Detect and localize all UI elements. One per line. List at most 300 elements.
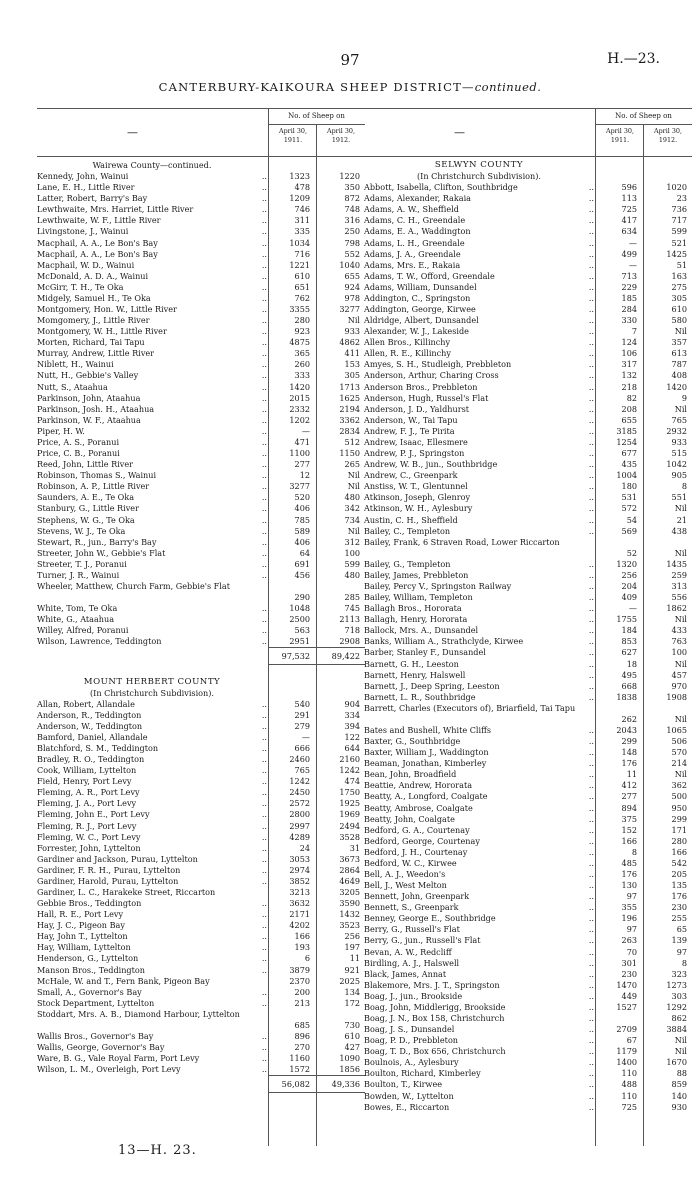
- sheep-1911: 67: [626, 1035, 637, 1046]
- total-1911: 56,082: [281, 1079, 310, 1090]
- sheep-1911: 256: [621, 569, 637, 580]
- table-row: [37, 238, 365, 249]
- sheep-1911: 2974: [289, 864, 310, 875]
- owner-name: Boulton, Richard, Kimberley: [364, 1068, 481, 1079]
- sheep-1911: 1838: [616, 691, 637, 702]
- sheep-1911: 2450: [289, 787, 310, 798]
- year-1912-header: April 30, 1912.: [653, 127, 683, 144]
- leader-dots: ..: [588, 835, 594, 846]
- table-row: [364, 370, 692, 381]
- leader-dots: ..: [588, 315, 594, 326]
- sheep-1912: 2864: [339, 864, 360, 875]
- owner-name: Beatty, Ambrose, Coalgate: [364, 802, 473, 813]
- sheep-1911: 2500: [289, 614, 310, 625]
- owner-name: Bailey, Percy V., Springston Railway: [364, 580, 512, 591]
- leader-dots: ..: [588, 658, 594, 669]
- leader-dots: ..: [261, 842, 267, 853]
- table-header: [37, 108, 365, 157]
- title-main: CANTERBURY-KAIKOURA SHEEP DISTRICT—: [158, 80, 475, 94]
- sheep-1911: 1572: [289, 1064, 310, 1075]
- sheep-1912: 100: [344, 547, 360, 558]
- leader-dots: ..: [261, 304, 267, 315]
- sheep-1912: 122: [344, 731, 360, 742]
- table-row: [364, 481, 692, 492]
- table-row: [37, 470, 365, 481]
- sheep-1911: 132: [621, 370, 637, 381]
- sheep-1911: 1470: [616, 979, 637, 990]
- table-row: [37, 743, 365, 754]
- owner-name: Wheeler, Matthew, Church Farm, Gebbie's Flat: [37, 580, 230, 591]
- sheep-1911: 1420: [289, 381, 310, 392]
- leader-dots: ..: [261, 931, 267, 942]
- sheep-1911: 1202: [289, 414, 310, 425]
- leader-dots: ..: [261, 514, 267, 525]
- sheep-1911: 124: [621, 337, 637, 348]
- leader-dots: ..: [261, 776, 267, 787]
- owner-name: Willey, Alfred, Poranui: [37, 625, 129, 636]
- owner-name: Bedford, George, Courtenay: [364, 835, 480, 846]
- owner-name: Boag, T. D., Box 656, Christchurch: [364, 1046, 506, 1057]
- owner-name: Ballock, Mrs. A., Dunsandel: [364, 625, 479, 636]
- owner-name: Boag, J. S., Dunsandel: [364, 1024, 455, 1035]
- sheep-1912: 305: [671, 292, 687, 303]
- sheep-count-header: No. of Sheep on: [595, 109, 692, 125]
- leader-dots: ..: [261, 614, 267, 625]
- sheep-1912: 256: [344, 931, 360, 942]
- owner-name: White, G., Ataahua: [37, 614, 115, 625]
- table-row: [37, 570, 365, 581]
- leader-dots: ..: [261, 248, 267, 259]
- leader-dots: ..: [588, 1090, 594, 1101]
- leader-dots: ..: [588, 436, 594, 447]
- table-row: [37, 1031, 365, 1042]
- owner-name: Ware, B. G., Vale Royal Farm, Port Levy: [37, 1053, 200, 1064]
- leader-dots: ..: [588, 625, 594, 636]
- owner-name: Wallis Bros., Governor's Bay: [37, 1031, 154, 1042]
- leader-dots: ..: [588, 359, 594, 370]
- sheep-1911: 166: [621, 835, 637, 846]
- leader-dots: ..: [588, 769, 594, 780]
- owner-name: Fleming, R. J., Port Levy: [37, 820, 137, 831]
- leader-dots: ..: [261, 414, 267, 425]
- leader-dots: ..: [588, 846, 594, 857]
- sheep-1912: 2113: [339, 614, 360, 625]
- sheep-1912: Nil: [674, 614, 687, 625]
- sheep-1911: 229: [621, 281, 637, 292]
- leader-dots: ..: [261, 259, 267, 270]
- leader-dots: ..: [588, 259, 594, 270]
- sheep-1911: 218: [621, 381, 637, 392]
- owner-name: Turner, J. R., Wainui: [37, 569, 120, 580]
- owner-name: Anderson, W., Tai Tapu: [364, 414, 458, 425]
- owner-name: Beatty, John, Coalgate: [364, 813, 455, 824]
- right-table: [364, 108, 692, 1146]
- sheep-1911: 355: [621, 902, 637, 913]
- owner-name: Fleming, A. R., Port Levy: [37, 787, 140, 798]
- sheep-1912: 798: [344, 237, 360, 248]
- sheep-1912: 859: [671, 1079, 687, 1090]
- table-row: [37, 559, 365, 570]
- table-row: [364, 304, 692, 315]
- owner-name: Beaman, Jonathan, Kimberley: [364, 758, 487, 769]
- sheep-1912: 763: [671, 636, 687, 647]
- table-row: [364, 736, 692, 747]
- sheep-1912: 100: [671, 647, 687, 658]
- sheep-1911: 485: [621, 857, 637, 868]
- leader-dots: ..: [588, 824, 594, 835]
- sheep-1911: 853: [621, 636, 637, 647]
- table-row: [364, 880, 692, 891]
- sheep-1912: 1040: [339, 259, 360, 270]
- owner-name: Macphail, A. A., Le Bon's Bay: [37, 237, 158, 248]
- table-row: [37, 271, 365, 282]
- table-row: [364, 437, 692, 448]
- sheep-1911: 2332: [289, 403, 310, 414]
- table-row: [37, 359, 365, 370]
- leader-dots: ..: [261, 470, 267, 481]
- table-row: [364, 293, 692, 304]
- sheep-1911: 1221: [289, 259, 310, 270]
- owner-name: Addington, George, Kirwee: [364, 304, 476, 315]
- leader-dots: ..: [588, 758, 594, 769]
- leader-dots: ..: [588, 503, 594, 514]
- sheep-1911: 725: [621, 204, 637, 215]
- leader-dots: ..: [588, 348, 594, 359]
- leader-dots: ..: [261, 997, 267, 1008]
- sheep-1911: 2015: [289, 392, 310, 403]
- sheep-1912: 438: [671, 525, 687, 536]
- leader-dots: ..: [588, 525, 594, 536]
- table-row: [37, 699, 365, 710]
- owner-name: Stoddart, Mrs. A. B., Diamond Harbour, Lyttelton: [37, 1008, 240, 1019]
- sheep-1911: 2709: [616, 1024, 637, 1035]
- owner-name: Blakemore, Mrs. J. T., Springston: [364, 979, 500, 990]
- sheep-1911: 333: [294, 370, 310, 381]
- owner-name: Small, A., Governor's Bay: [37, 986, 142, 997]
- sheep-1911: 110: [621, 1090, 637, 1101]
- table-row: [364, 282, 692, 293]
- sheep-1912: 316: [344, 215, 360, 226]
- page-footer: 13—H. 23.: [118, 1143, 197, 1158]
- table-row: [364, 393, 692, 404]
- leader-dots: ..: [261, 798, 267, 809]
- owner-name: Boag, J. N., Box 158, Christchurch: [364, 1013, 505, 1024]
- owner-name: Lewthwaite, Mrs. Harriet, Little River: [37, 204, 194, 215]
- leader-dots: ..: [588, 736, 594, 747]
- leader-dots: ..: [261, 425, 267, 436]
- leader-dots: ..: [588, 1024, 594, 1035]
- sheep-1911: 277: [621, 791, 637, 802]
- owner-name: Hay, John T., Lyttelton: [37, 931, 128, 942]
- sheep-1911: 435: [621, 459, 637, 470]
- table-row: [364, 747, 692, 758]
- sheep-1911: 1527: [616, 1001, 637, 1012]
- leader-dots: ..: [261, 171, 267, 182]
- owner-name: Adams, A. W., Sheffield: [364, 204, 459, 215]
- owner-name: Robinson, A. P., Little River: [37, 481, 150, 492]
- sheep-1912: 135: [671, 880, 687, 891]
- leader-dots: ..: [588, 204, 594, 215]
- sheep-1912: 31: [349, 842, 360, 853]
- sheep-1912: 21: [676, 514, 687, 525]
- leader-dots: ..: [261, 536, 267, 547]
- leader-dots: ..: [588, 680, 594, 691]
- sheep-1912: 408: [671, 370, 687, 381]
- table-row: [37, 787, 365, 798]
- leader-dots: ..: [261, 558, 267, 569]
- table-row: [37, 998, 365, 1009]
- sheep-1912: 924: [344, 281, 360, 292]
- total-row: [268, 647, 365, 665]
- sheep-1911: 130: [621, 880, 637, 891]
- table-row: [364, 625, 692, 636]
- table-row: [37, 515, 365, 526]
- table-row: [37, 776, 365, 787]
- leader-dots: ..: [588, 1046, 594, 1057]
- sheep-1911: 64: [299, 547, 310, 558]
- sheep-1911: 923: [294, 326, 310, 337]
- table-row: [37, 865, 365, 876]
- sheep-1912: 205: [671, 869, 687, 879]
- sheep-1911: 2997: [289, 820, 310, 831]
- table-row: [364, 891, 692, 902]
- section-heading: (In Christchurch Subdivision).: [417, 171, 541, 182]
- table-row: [364, 836, 692, 847]
- leader-dots: ..: [261, 787, 267, 798]
- leader-dots: ..: [261, 503, 267, 514]
- table-row: [37, 293, 365, 304]
- table-row: [364, 1102, 692, 1113]
- owner-name: Baxter, G., Southbridge: [364, 736, 461, 747]
- sheep-1912: 172: [344, 997, 360, 1008]
- owner-name: Price, A. S., Poranui: [37, 436, 120, 447]
- sheep-1911: 456: [294, 569, 310, 580]
- table-row: [364, 515, 692, 526]
- owner-name: Adams, L. H., Greendale: [364, 237, 465, 248]
- owner-name: Gardiner, F. R. H., Purau, Lyttelton: [37, 864, 181, 875]
- owner-name: Momgomery, J., Little River: [37, 315, 150, 326]
- sheep-1911: 563: [294, 625, 310, 636]
- table-row: [37, 315, 365, 326]
- leader-dots: ..: [261, 1031, 267, 1042]
- sheep-1911: 716: [294, 248, 310, 259]
- sheep-1911: 540: [294, 698, 310, 709]
- leader-dots: ..: [261, 193, 267, 204]
- sheep-1912: 1750: [339, 787, 360, 798]
- leader-dots: ..: [261, 381, 267, 392]
- owner-name: Boag, J., jun., Brookside: [364, 990, 463, 1001]
- table-row: [364, 769, 692, 780]
- sheep-1911: 610: [294, 270, 310, 281]
- sheep-1912: Nil: [674, 547, 687, 558]
- sheep-1912: 362: [671, 780, 687, 791]
- sheep-1911: 3879: [289, 964, 310, 975]
- leader-dots: ..: [261, 1053, 267, 1064]
- sheep-1911: 290: [294, 591, 310, 602]
- leader-dots: ..: [588, 1001, 594, 1012]
- leader-dots: ..: [588, 968, 594, 979]
- sheep-1911: 762: [294, 292, 310, 303]
- owner-name: Wilson, Lawrence, Teddington: [37, 636, 162, 647]
- leader-dots: ..: [588, 747, 594, 758]
- table-row: [364, 271, 692, 282]
- sheep-1912: 313: [671, 580, 687, 591]
- sheep-1911: —: [628, 259, 637, 270]
- sheep-1912: 65: [676, 924, 687, 935]
- sheep-1911: 765: [294, 765, 310, 776]
- sheep-1912: 2494: [339, 820, 360, 831]
- table-row: [364, 947, 692, 958]
- table-row: [364, 647, 692, 658]
- owner-name: Adams, Alexander, Rakaia: [364, 193, 471, 204]
- page-title: [0, 80, 700, 94]
- sheep-1912: 163: [671, 270, 687, 281]
- table-row: [364, 681, 692, 692]
- table-row: [37, 636, 365, 647]
- leader-dots: ..: [261, 337, 267, 348]
- owner-name: Black, James, Annat: [364, 968, 447, 979]
- section-heading: Wairewa County—continued.: [92, 160, 212, 170]
- owner-name: Piper, H. W.: [37, 425, 85, 436]
- owner-name: Beatty, A., Longford, Coalgate: [364, 791, 488, 802]
- sheep-1912: 8: [681, 957, 687, 968]
- table-row: [37, 548, 365, 559]
- sheep-1911: 3852: [289, 875, 310, 886]
- table-row: [364, 559, 692, 570]
- sheep-1912: 4649: [339, 875, 360, 886]
- leader-dots: ..: [261, 920, 267, 931]
- sheep-1911: 12: [299, 470, 310, 481]
- owner-name: Gardiner, L. C., Harakeke Street, Riccarton: [37, 887, 216, 897]
- sheep-1912: 3673: [339, 853, 360, 864]
- owner-name: Bell, J., West Melton: [364, 880, 447, 891]
- table-row: [364, 814, 692, 825]
- leader-dots: ..: [261, 459, 267, 470]
- sheep-1911: 406: [294, 503, 310, 514]
- table-row: [37, 876, 365, 887]
- leader-dots: ..: [588, 1013, 594, 1024]
- table-row: [37, 193, 365, 204]
- table-row: [364, 1024, 692, 1035]
- leader-dots: ..: [588, 403, 594, 414]
- sheep-1911: 148: [621, 747, 637, 758]
- table-row: [364, 415, 692, 426]
- sheep-1912: 1425: [666, 248, 687, 259]
- leader-dots: ..: [261, 448, 267, 459]
- leader-dots: ..: [588, 459, 594, 470]
- sheep-1911: 2951: [289, 636, 310, 647]
- owner-name: Allen Bros., Killinchy: [364, 337, 451, 348]
- sheep-1911: 260: [294, 359, 310, 370]
- leader-dots: ..: [588, 857, 594, 868]
- sheep-1911: 627: [621, 647, 637, 658]
- sheep-1912: 580: [671, 315, 687, 326]
- owner-name: Reed, John, Little River: [37, 459, 134, 470]
- table-row: [37, 710, 365, 721]
- sheep-1912: 88: [676, 1068, 687, 1079]
- leader-dots: ..: [588, 492, 594, 503]
- sheep-1912: 1432: [339, 909, 360, 920]
- section-heading: (In Christchurch Subdivision).: [90, 687, 214, 698]
- leader-dots: ..: [261, 403, 267, 414]
- sheep-1912: 134: [344, 986, 360, 997]
- table-row: [37, 832, 365, 843]
- sheep-1911: 531: [621, 492, 637, 503]
- sheep-1912: 734: [344, 514, 360, 525]
- owner-name: Anderson, Hugh, Russel's Flat: [364, 392, 489, 403]
- sheep-1911: 3053: [289, 853, 310, 864]
- leader-dots: ..: [261, 986, 267, 997]
- owner-name: Bailey, James, Prebbleton: [364, 569, 469, 580]
- owner-name: Adams, T. W., Offord, Greendale: [364, 270, 495, 281]
- owner-name: Boag, John, Middlerigg, Brookside: [364, 1001, 506, 1012]
- sheep-1912: 2160: [339, 754, 360, 765]
- table-row: [37, 1064, 365, 1075]
- owner-name: Amyes, S. H., Studleigh, Prebbleton: [364, 359, 512, 370]
- table-row: [364, 382, 692, 393]
- sheep-1911: 677: [621, 448, 637, 459]
- table-row: [364, 204, 692, 215]
- table-row: [364, 1057, 692, 1068]
- leader-dots: ..: [261, 226, 267, 237]
- sheep-1911: 330: [621, 315, 637, 326]
- leader-dots: ..: [261, 1064, 267, 1075]
- leader-dots: ..: [261, 831, 267, 842]
- table-row: [37, 887, 365, 898]
- sheep-1911: 1209: [289, 193, 310, 204]
- sheep-1912: 1242: [339, 765, 360, 776]
- sheep-1912: 4862: [339, 337, 360, 348]
- leader-dots: ..: [261, 182, 267, 193]
- owner-name: Parkinson, W. F., Ataahua: [37, 414, 141, 425]
- table-row: [364, 758, 692, 769]
- sheep-1911: 666: [294, 742, 310, 753]
- owner-name: Bradley, R. O., Teddington: [37, 754, 145, 765]
- sheep-1911: 691: [294, 558, 310, 569]
- leader-dots: ..: [261, 270, 267, 281]
- sheep-1912: 280: [671, 835, 687, 846]
- sheep-1911: 4289: [289, 831, 310, 842]
- total-1911: 97,532: [281, 651, 310, 662]
- sheep-1912: 197: [344, 942, 360, 953]
- table-row: [37, 953, 365, 964]
- table-row: [37, 215, 365, 226]
- owner-name: Addington, C., Springston: [364, 292, 471, 303]
- sheep-1911: 1004: [616, 470, 637, 481]
- sheep-1911: —: [301, 425, 310, 436]
- sheep-1911: 317: [621, 359, 637, 370]
- table-row: [364, 426, 692, 437]
- sheep-1911: 113: [621, 193, 637, 204]
- sheep-1912: 255: [671, 913, 687, 924]
- sheep-1912: 171: [671, 824, 687, 835]
- owner-name: Price, C. B., Poranui: [37, 448, 120, 459]
- owner-name: Parkinson, Josh. H., Ataahua: [37, 403, 155, 414]
- sheep-1912: 1862: [666, 603, 687, 614]
- owner-name: Bean, John, Broadfield: [364, 769, 457, 780]
- owner-name: Barnett, Henry, Halswell: [364, 669, 466, 680]
- section-heading: MOUNT HERBERT COUNTY: [83, 676, 221, 687]
- sheep-1911: 2460: [289, 754, 310, 765]
- sheep-1912: 2932: [666, 425, 687, 436]
- sheep-1912: 342: [344, 503, 360, 514]
- sheep-1911: 284: [621, 304, 637, 315]
- table-row: [364, 958, 692, 969]
- left-rows: [37, 160, 365, 1093]
- leader-dots: ..: [588, 724, 594, 735]
- sheep-1911: 406: [294, 536, 310, 547]
- owner-name: Anderson, R., Teddington: [37, 709, 142, 720]
